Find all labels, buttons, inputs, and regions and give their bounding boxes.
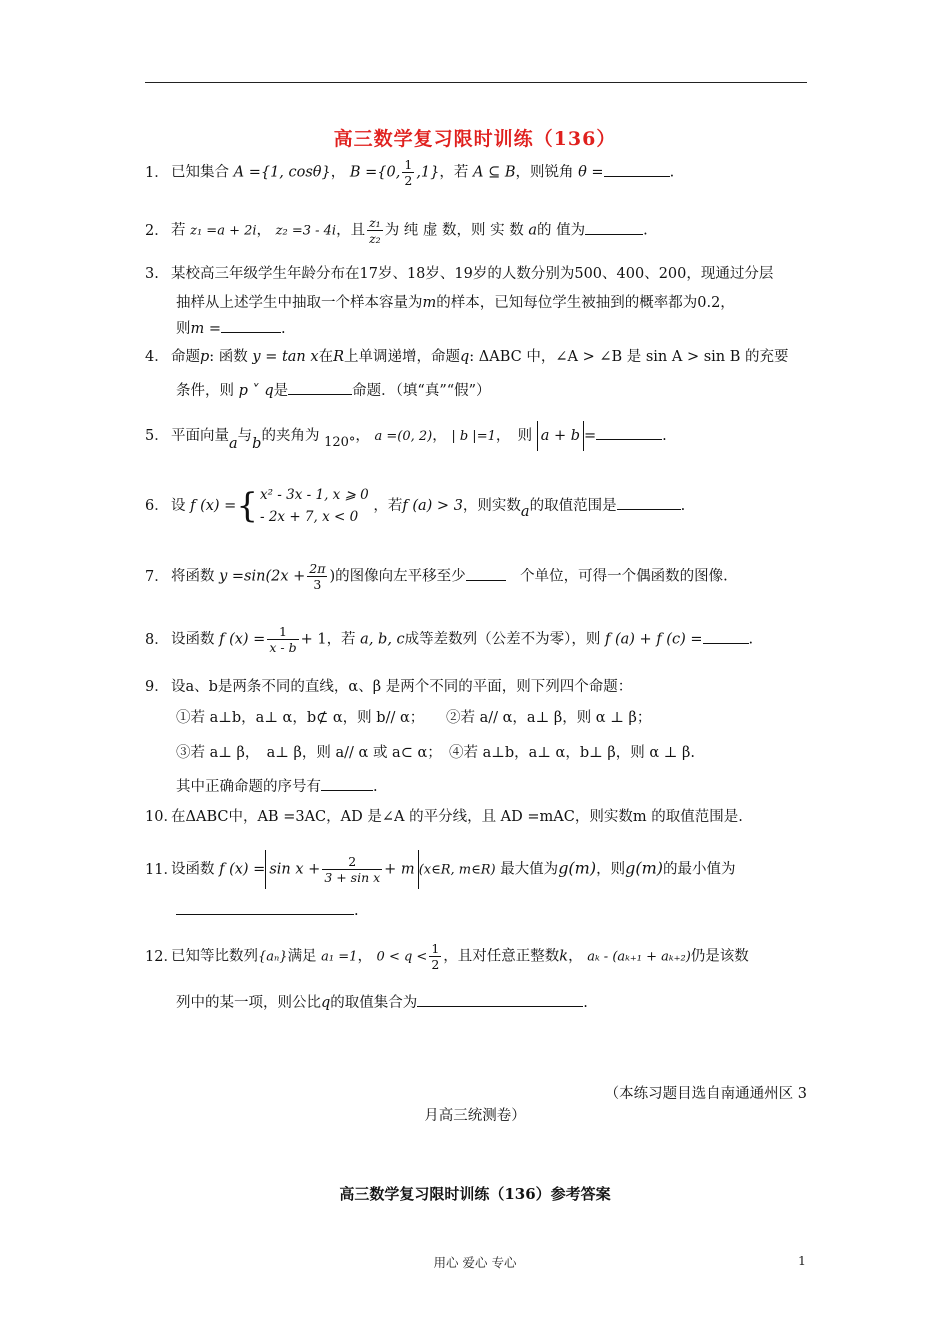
question-5: 5． 平面向量a与b的夹角为 120°， a =(0, 2)， | b |=1， 则 a + b = .: [145, 421, 667, 452]
fraction: $\frac{2\pi}{3}$: [309, 561, 326, 592]
question-6: 6． 设 f (x) ={ x² - 3x - 1, x ⩾ 0 - 2x + 7, x < 0 ，若f (a) > 3，则实数a的取值范围是 .: [145, 486, 686, 526]
fraction: $\frac{1}{2}$: [431, 941, 440, 972]
question-8: 8． 设函数 f (x) = $\frac{1}{x - b}$ + 1，若 a, b, c成等差数列（公差不为零），则 f (a) + f (c) = .: [145, 624, 754, 655]
answer-blank[interactable]: [176, 900, 354, 915]
answer-blank[interactable]: [321, 776, 373, 791]
answer-blank[interactable]: [466, 566, 506, 581]
question-10: 10．在ΔABC中，AB =3AC，AD 是∠A 的平分线，且 AD =mAC，则实数m 的取值范围是.: [145, 809, 743, 825]
question-11: 11．设函数 f (x) = sin x + $\frac{2}{\text{3 + sin x}}$ + m (x∈R, m∈R) 最大值为g(m)，则g(m)的最小值为: [145, 850, 736, 889]
fraction: $\frac{1}{x - b}$: [269, 624, 297, 655]
question-3: 3. 某校高三年级学生年龄分布在17岁、18岁、19岁的人数分别为500、400、200，现通过分层: [145, 266, 774, 282]
question-9-line-3: ③若 a⊥ β， a⊥ β，则 a// α 或 a⊂ α； ④若 a⊥b，a⊥ α，b⊥ β，则 α ⊥ β.: [176, 745, 696, 761]
question-9-line-2: ①若 a⊥b，a⊥ α，b⊄ α，则 b// α； ②若 a// α，a⊥ β，则 α ⊥ β；: [176, 710, 652, 726]
fraction: $\frac{\text{z₁}}{\text{z₂}}$: [369, 215, 381, 246]
question-7: 7． 将函数 y =sin(2x + $\frac{2\pi}{3}$ )的图像向左平移至少 个单位，可得一个偶函数的图像.: [145, 561, 728, 592]
fraction: $\frac{1}{2}$: [404, 157, 413, 188]
question-1: 1． 已知集合 A ={1, cosθ}， B ={0, $\frac{1}{2}$ ,1}，若 A ⊆ B，则锐角 θ = .: [145, 157, 675, 188]
question-12: 12．已知等比数列{aₙ}满足 a₁ =1， 0 < q < $\frac{1}{2}$ ，且对任意正整数k， aₖ - (aₖ₊₁ + aₖ₊₂)仍是该数: [145, 941, 749, 972]
question-4-line-2: 条件，则 p ˅ q是 命题．（填“真”“假”）: [176, 376, 491, 406]
answer-section-title: 高三数学复习限时训练（136）参考答案: [339, 1185, 611, 1203]
piecewise-cases: x² - 3x - 1, x ⩾ 0 - 2x + 7, x < 0: [259, 487, 369, 525]
question-12-line-2: 列中的某一项，则公比q的取值集合为 .: [176, 988, 588, 1018]
answer-blank[interactable]: [417, 992, 583, 1007]
source-note-line-1: （本练习题目选自南通通州区 3: [604, 1086, 807, 1102]
answer-blank[interactable]: [585, 220, 643, 235]
question-9: 9． 设a、b是两条不同的直线，α、β 是两个不同的平面，则下列四个命题：: [145, 679, 633, 695]
question-9-line-4: 其中正确命题的序号有 .: [176, 772, 378, 802]
answer-blank[interactable]: [596, 425, 662, 440]
header-rule: [145, 82, 807, 83]
question-3-line-3: 则m = .: [176, 314, 286, 344]
page-footer: 用心 爱心 专心: [433, 1255, 517, 1270]
page-title: 高三数学复习限时训练（136）: [333, 128, 617, 150]
piecewise-brace: {: [236, 486, 258, 526]
answer-blank[interactable]: [703, 629, 749, 644]
question-4: 4． 命题p: 函数 y = tan x在R上单调递增，命题q: ΔABC 中，∠A > ∠B 是 sin A > sin B 的充要: [145, 349, 789, 365]
answer-blank[interactable]: [221, 318, 281, 333]
source-note-line-2: 月高三统测卷）: [424, 1108, 526, 1124]
answer-blank[interactable]: [288, 380, 352, 395]
absolute-value: sin x + $\frac{2}{\text{3 + sin x}}$ + m: [265, 850, 418, 889]
question-11-line-2: .: [176, 896, 359, 926]
question-2: 2． 若 z₁ =a + 2i， z₂ =3 - 4i，且 $\frac{\text{z₁}}{\text{z₂}}$ 为 纯 虚 数，则 实 数 a的 值为 .: [145, 215, 648, 246]
question-3-line-2: 抽样从上述学生中抽取一个样本容量为m的样本，已知每位学生被抽到的概率都为0.2，: [176, 295, 735, 311]
answer-blank[interactable]: [604, 162, 670, 177]
answer-blank[interactable]: [617, 495, 681, 510]
page-number: 1: [798, 1253, 806, 1268]
